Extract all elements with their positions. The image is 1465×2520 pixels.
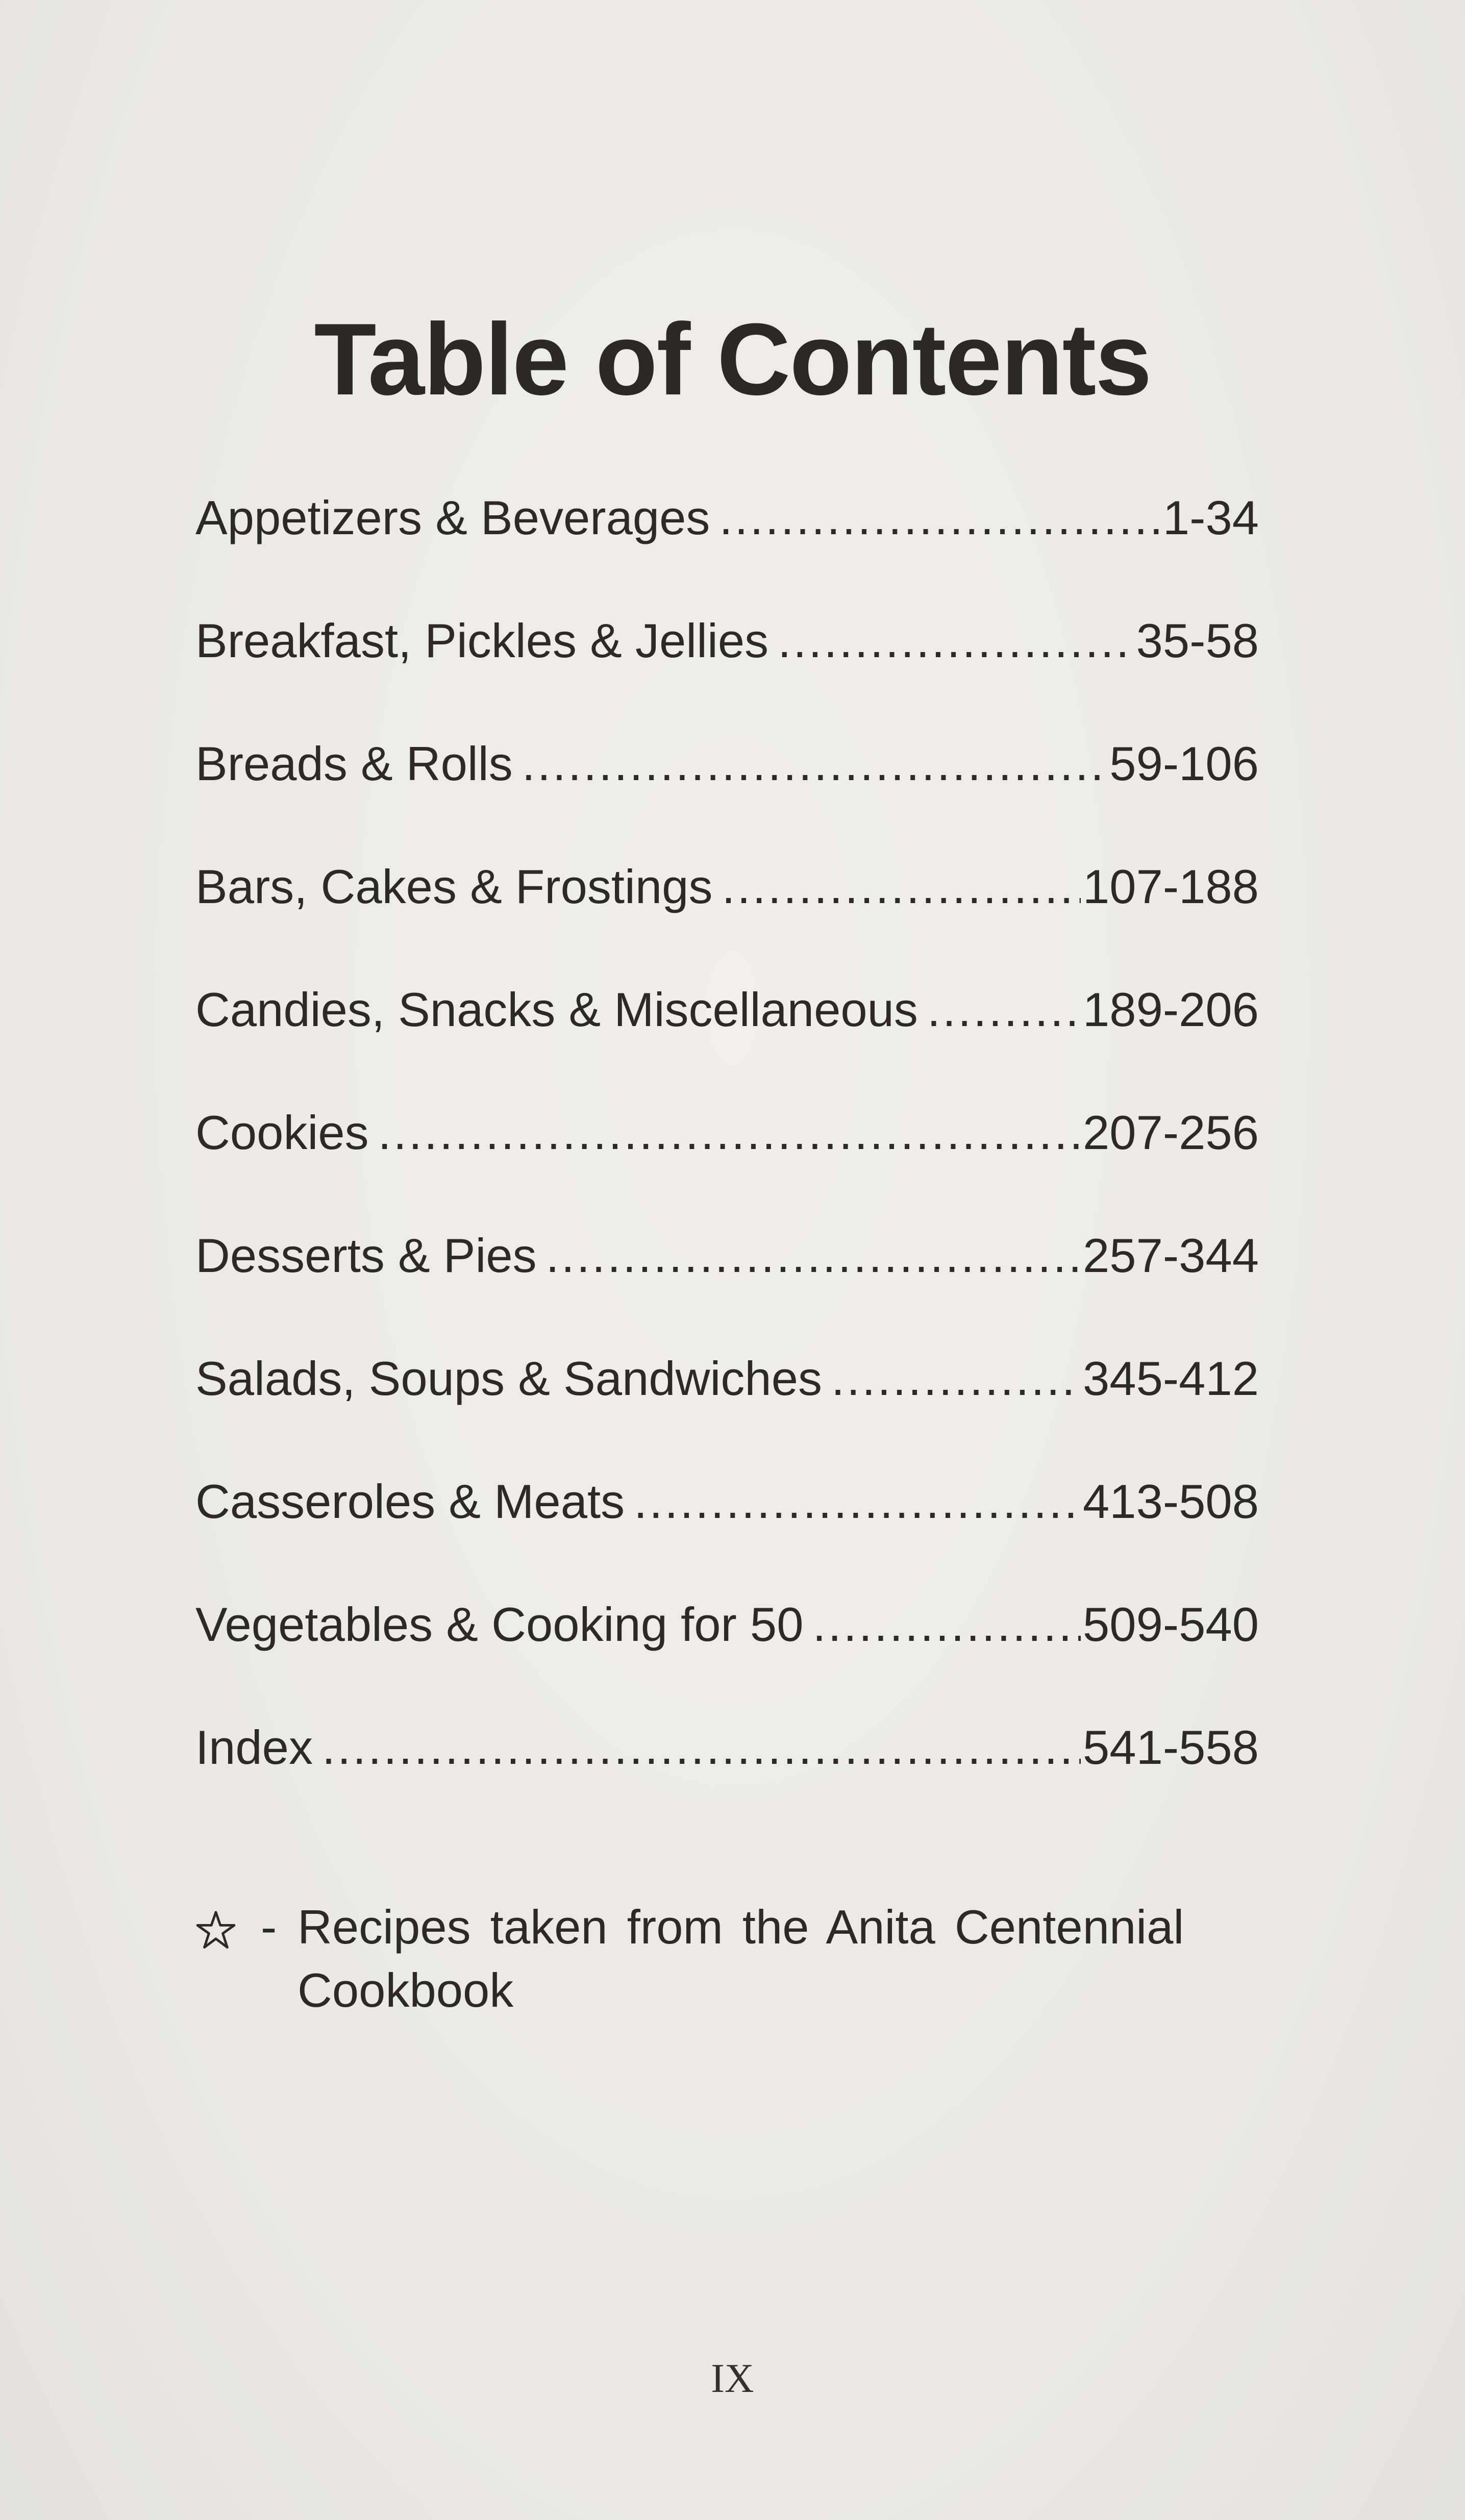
toc-entry [195, 854, 1259, 977]
toc-entry-label: Casseroles & Meats [195, 1475, 625, 1528]
toc-entry-pages: 59-106 [1109, 737, 1259, 790]
toc-entry [195, 1468, 1259, 1591]
toc-entry-pages: 1-34 [1162, 491, 1259, 544]
footnote-dash: - [261, 1900, 277, 1954]
toc-entry-pages: 35-58 [1136, 614, 1259, 667]
toc-entry [195, 1100, 1259, 1222]
toc-entry-pages: 257-344 [1083, 1229, 1259, 1282]
table-of-contents [195, 485, 1259, 1837]
toc-entry [195, 1714, 1259, 1837]
toc-entry-pages: 509-540 [1083, 1598, 1259, 1651]
star-outline-icon [195, 1903, 236, 1966]
toc-dot-leader [812, 1591, 1081, 1658]
toc-entry-label: Bars, Cakes & Frostings [195, 860, 713, 913]
toc-entry-pages: 107-188 [1083, 860, 1259, 913]
toc-dot-leader [722, 854, 1081, 920]
toc-entry-label: Cookies [195, 1106, 369, 1159]
toc-dot-leader [927, 977, 1081, 1043]
toc-entry-pages: 541-558 [1083, 1720, 1259, 1774]
toc-dot-leader [322, 1714, 1081, 1781]
toc-entry-label: Salads, Soups & Sandwiches [195, 1352, 822, 1405]
toc-entry-label: Appetizers & Beverages [195, 491, 710, 544]
toc-entry-label: Desserts & Pies [195, 1229, 537, 1282]
toc-entry [195, 485, 1259, 608]
toc-entry [195, 1591, 1259, 1714]
toc-entry-label: Index [195, 1720, 313, 1774]
toc-dot-leader [634, 1468, 1081, 1535]
toc-entry-label: Candies, Snacks & Miscellaneous [195, 983, 918, 1036]
footnote-text: Recipes taken from the Anita Centennial Cookbook [297, 1900, 1184, 2017]
toc-dot-leader [522, 731, 1108, 797]
toc-dot-leader [778, 608, 1134, 674]
toc-dot-leader [378, 1100, 1081, 1166]
toc-entry-pages: 207-256 [1083, 1106, 1259, 1159]
toc-entry-label: Vegetables & Cooking for 50 [195, 1598, 804, 1651]
toc-entry-pages: 413-508 [1083, 1475, 1259, 1528]
toc-entry-pages: 345-412 [1083, 1352, 1259, 1405]
toc-entry-label: Breads & Rolls [195, 737, 513, 790]
toc-entry [195, 977, 1259, 1100]
toc-dot-leader [831, 1345, 1081, 1412]
toc-dot-leader [719, 485, 1160, 551]
page-title: Table of Contents [314, 303, 1151, 416]
footnote [195, 1895, 1259, 2028]
toc-entry-pages: 189-206 [1083, 983, 1259, 1036]
toc-entry [195, 1345, 1259, 1468]
page-number: IX [711, 2356, 754, 2401]
toc-entry-label: Breakfast, Pickles & Jellies [195, 614, 769, 667]
toc-entry [195, 608, 1259, 731]
toc-entry [195, 731, 1259, 854]
toc-dot-leader [546, 1222, 1081, 1289]
toc-entry [195, 1222, 1259, 1345]
